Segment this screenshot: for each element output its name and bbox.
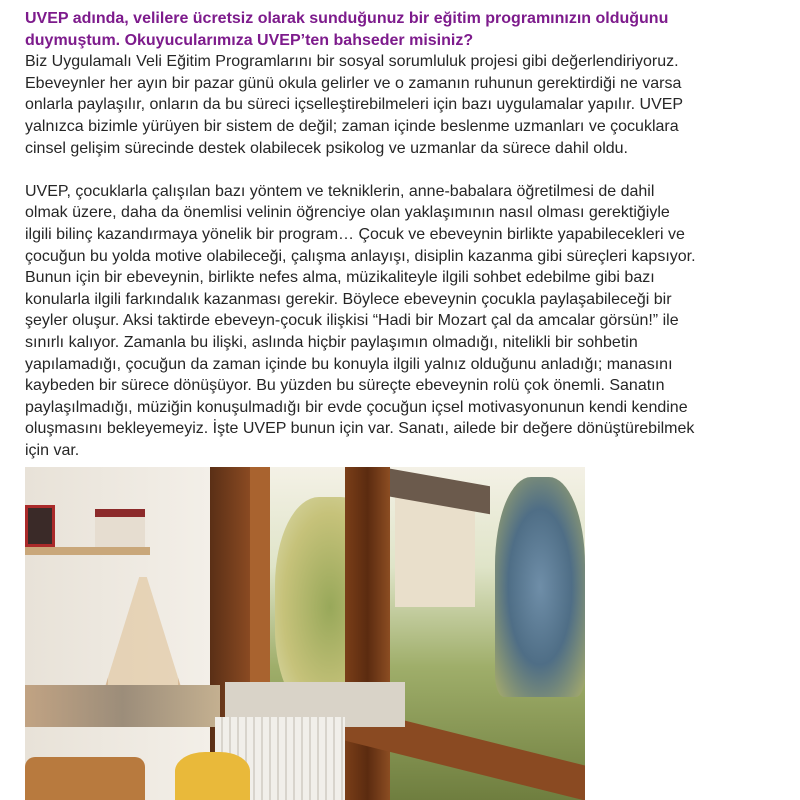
paragraph-line: onlarla paylaşılır, onların da bu süreci içselleştirebilmeleri için bazı uygulamalar yapılır. UVEP [25, 96, 684, 114]
paragraph-line: yapılamadığı, çocuğun da zaman içinde bu konuyla ilgili yalnız olduğunu anladığı; manasını [25, 355, 673, 373]
paragraph-line: için var. [25, 441, 80, 459]
paragraph-line: Ebeveynler her ayın bir pazar günü okula gelirler ve o zamanın ruhunun gerektirdiği ne varsa [25, 74, 682, 92]
question-line: UVEP adında, velilere ücretsiz olarak sunduğunuz bir eğitim programınızın olduğunu [25, 10, 669, 27]
paragraph-line: yalnızca bizimle yürüyen bir sistem de değil; zaman içinde beslenme uzmanları ve çocuklara [25, 117, 679, 135]
interview-question [25, 8, 795, 51]
answer-paragraph-2 [25, 181, 795, 462]
question-line: duymuştum. Okuyucularımıza UVEP’ten bahseder misiniz? [25, 31, 474, 49]
paragraph-line: UVEP, çocuklarla çalışılan bazı yöntem ve tekniklerin, anne-babalara öğretilmesi de dahil [25, 182, 655, 200]
paragraph-line: şeyler oluşur. Aksi taktirde ebeveyn-çocuk ilişkisi “Hadi bir Mozart çal da amcalar görsün!” ile [25, 312, 679, 330]
paragraph-line: paylaşılmadığı, müziğin konuşulmadığı bir evde çocuğun içsel motivasyonunun kendi kendine [25, 398, 688, 416]
paragraph-line: oluşmasını bekleyemeyiz. İşte UVEP bunun için var. Sanatı, ailede bir değere dönüştürebilmek [25, 420, 695, 438]
paragraph-line: sınırlı kalıyor. Zamanla bu ilişki, aslında hiçbir paylaşımın olmadığı, nitelikli bir sohbetin [25, 333, 638, 351]
paragraph-line: Bunun için bir ebeveynin, birlikte nefes alma, müzikaliteyle ilgili sohbet edebilme gibi bazı [25, 269, 655, 287]
paragraph-line: olmak üzere, daha da önemlisi velinin öğrenciye olan yaklaşımının nasıl olması gerektiğiyle [25, 204, 670, 222]
article [25, 8, 795, 461]
paragraph-line: cinsel gelişim sürecinde destek olabilecek psikolog ve uzmanlar da sürece dahil oldu. [25, 139, 628, 157]
paragraph-line: kaybeden bir sürece dönüşüyor. Bu yüzden bu süreçte ebeveynin rolü çok önemli. Sanatın [25, 377, 665, 395]
paragraph-line: konularla ilgili farkındalık kazanması gerekir. Böylece ebeveynin çocukla paylaşabileceği bir [25, 290, 672, 308]
paragraph-line: ilgili bilinç kazandırmaya yönelik bir program… Çocuk ve ebeveynin birlikte yapabilecekleri ve [25, 225, 685, 243]
paragraph-line: çocuğun bu yolda motive olabileceği, çalışma anlayışı, disiplin kazanma gibi süreçleri kapsıyor. [25, 247, 696, 265]
paragraph-line: Biz Uygulamalı Veli Eğitim Programlarını bir sosyal sorumluluk projesi gibi değerlendiriyoruz. [25, 53, 679, 71]
answer-paragraph-1 [25, 51, 795, 159]
room-window-photo [25, 467, 585, 800]
